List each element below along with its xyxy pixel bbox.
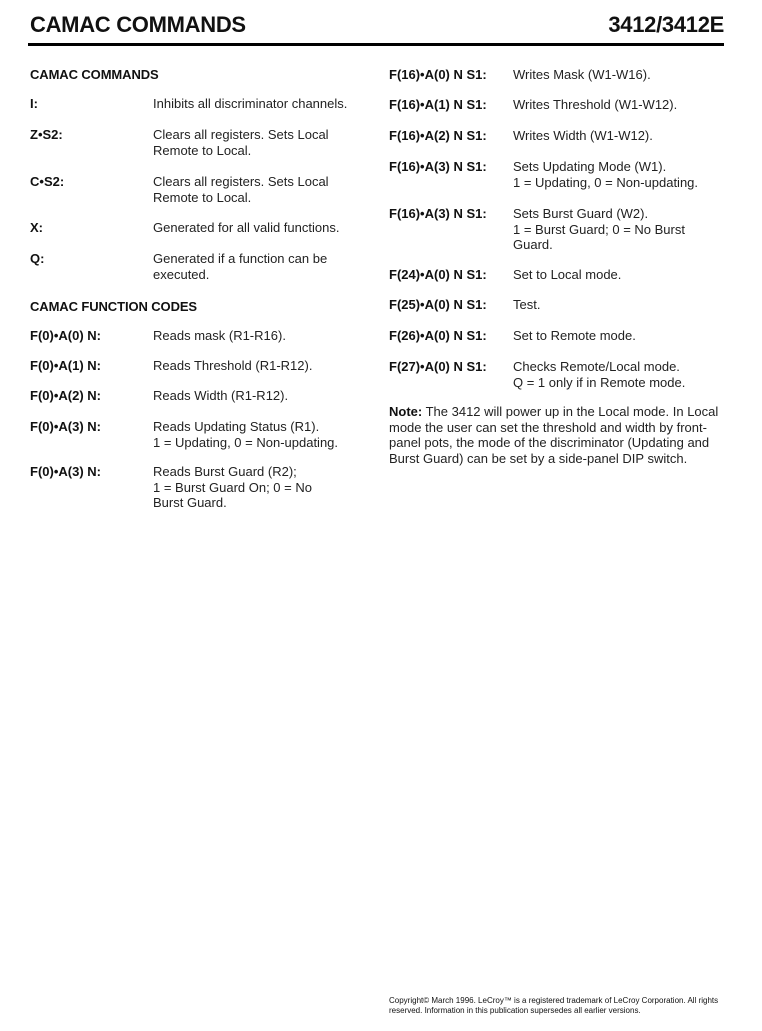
copyright-footer: Copyright© March 1996. LeCroy™ is a registered trademark of LeCroy Corporation. All rights reserved. Information in this publication supersedes all earlier versions. <box>389 996 719 1015</box>
function-description: Reads Updating Status (R1). 1 = Updating, 0 = Non-updating. <box>153 419 339 450</box>
note-text: The 3412 will power up in the Local mode. In Local mode the user can set the threshold and width by front-panel pots, the mode of the discriminator (Updating and Burst Guard) can be set by a side-panel DIP switch. <box>389 404 719 466</box>
function-description: Sets Updating Mode (W1). 1 = Updating, 0 = Non-updating. <box>513 159 699 190</box>
page-header <box>30 12 724 46</box>
function-description: Reads Threshold (R1-R12). <box>153 358 313 373</box>
command-code: X: <box>30 220 43 235</box>
command-code: C•S2: <box>30 174 65 189</box>
command-description: Inhibits all discriminator channels. <box>153 96 348 111</box>
function-description: Set to Local mode. <box>513 267 622 282</box>
function-code: F(24)•A(0) N S1: <box>389 267 487 282</box>
function-code: F(16)•A(3) N S1: <box>389 206 487 221</box>
function-description: Writes Threshold (W1-W12). <box>513 97 678 112</box>
command-description: Clears all registers. Sets Local Remote to Local. <box>153 127 329 158</box>
function-code: F(0)•A(1) N: <box>30 358 101 373</box>
model-number: 3412/3412E <box>608 12 724 37</box>
command-code: Z•S2: <box>30 127 63 142</box>
function-code: F(16)•A(1) N S1: <box>389 97 487 112</box>
function-code: F(25)•A(0) N S1: <box>389 297 487 312</box>
function-code: F(16)•A(0) N S1: <box>389 67 487 82</box>
page-title: CAMAC COMMANDS <box>30 12 246 37</box>
section-title-function-codes: CAMAC FUNCTION CODES <box>30 299 197 314</box>
command-code: Q: <box>30 251 45 266</box>
function-code: F(0)•A(0) N: <box>30 328 101 343</box>
function-description: Reads Width (R1-R12). <box>153 388 289 403</box>
function-description: Reads mask (R1-R16). <box>153 328 286 343</box>
function-description: Writes Width (W1-W12). <box>513 128 653 143</box>
function-code: F(26)•A(0) N S1: <box>389 328 487 343</box>
header-rule <box>28 43 724 46</box>
command-description: Generated for all valid functions. <box>153 220 340 235</box>
function-description: Set to Remote mode. <box>513 328 636 343</box>
function-code: F(27)•A(0) N S1: <box>389 359 487 374</box>
function-description: Reads Burst Guard (R2); 1 = Burst Guard On; 0 = No Burst Guard. <box>153 464 312 510</box>
function-description: Test. <box>513 297 541 312</box>
function-description: Checks Remote/Local mode. Q = 1 only if in Remote mode. <box>513 359 686 390</box>
function-code: F(0)•A(3) N: <box>30 464 101 479</box>
command-code: I: <box>30 96 38 111</box>
section-title-camac-commands: CAMAC COMMANDS <box>30 67 159 82</box>
command-description: Generated if a function can be executed. <box>153 251 328 282</box>
note-label: Note: <box>389 404 423 419</box>
function-code: F(0)•A(2) N: <box>30 388 101 403</box>
command-description: Clears all registers. Sets Local Remote to Local. <box>153 174 329 205</box>
function-code: F(0)•A(3) N: <box>30 419 101 434</box>
function-code: F(16)•A(2) N S1: <box>389 128 487 143</box>
function-description: Writes Mask (W1-W16). <box>513 67 651 82</box>
function-description: Sets Burst Guard (W2). 1 = Burst Guard; 0 = No Burst Guard. <box>513 206 685 252</box>
power-up-note <box>389 404 729 466</box>
function-code: F(16)•A(3) N S1: <box>389 159 487 174</box>
